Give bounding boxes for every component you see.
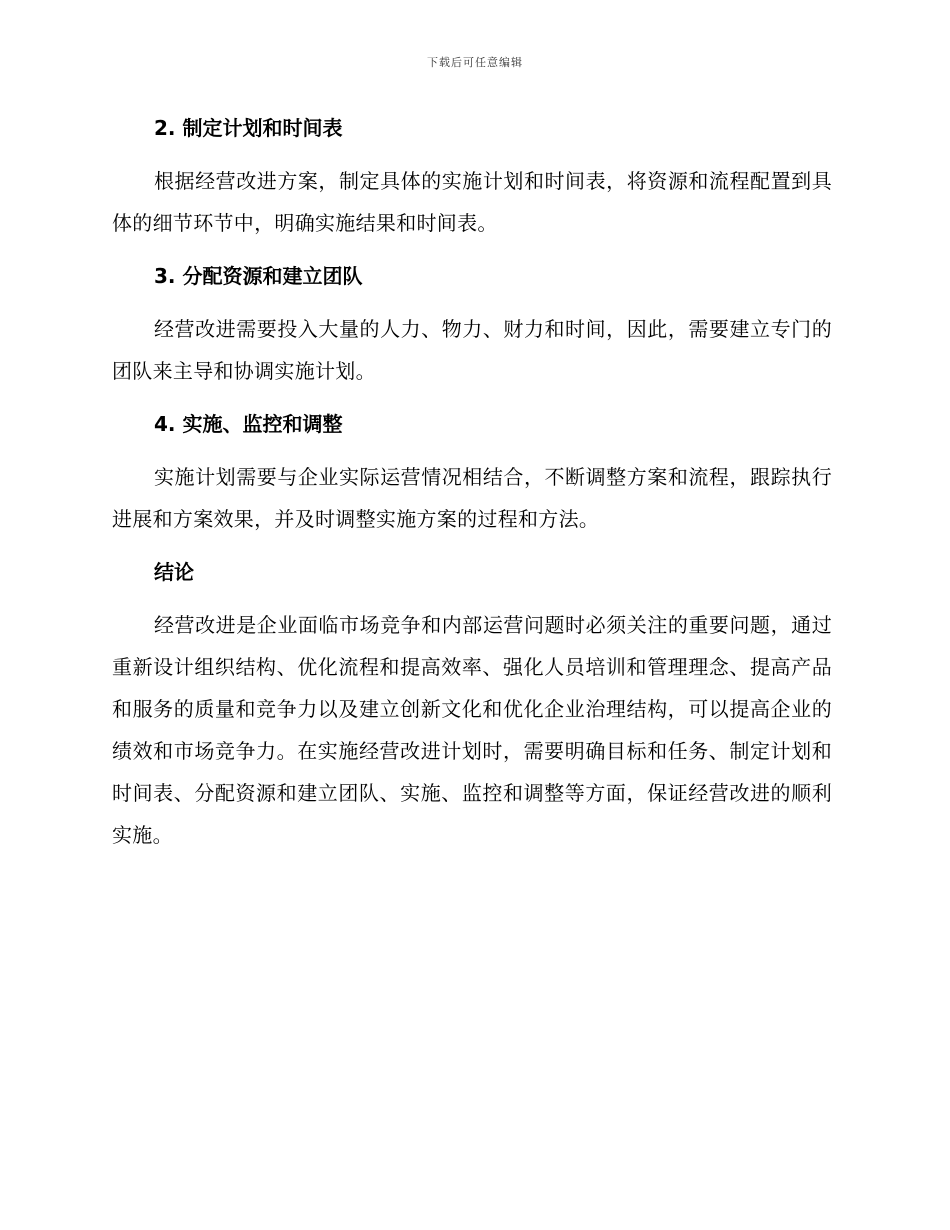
section-paragraph: 实施计划需要与企业实际运营情况相结合，不断调整方案和流程，跟踪执行进展和方案效果，并及时调整实施方案的过程和方法。 [112,465,832,531]
section-heading: 结论 [154,560,194,584]
section-paragraph: 经营改进是企业面临市场竞争和内部运营问题时必须关注的重要问题，通过重新设计组织结构、优化流程和提高效率、强化人员培训和管理理念、提高产品和服务的质量和竞争力以及建立创新文化和优化企业治理结构，可以提高企业的绩效和市场竞争力。在实施经营改进计划时，需要明确目标和任务、制定计划和时间表、分配资源和建立团队、实施、监控和调整等方面，保证经营改进的顺利实施。 [112,613,832,847]
section-conclusion [112,552,832,856]
section-heading: 4. 实施、监控和调整 [154,412,343,436]
section-resources-team [112,256,832,392]
document-body [112,108,832,868]
section-paragraph: 经营改进需要投入大量的人力、物力、财力和时间，因此，需要建立专门的团队来主导和协调实施计划。 [112,317,832,383]
section-implement-monitor [112,404,832,540]
section-heading: 3. 分配资源和建立团队 [154,264,363,288]
header-note: 下载后可任意编辑 [427,56,523,69]
section-paragraph: 根据经营改进方案，制定具体的实施计划和时间表，将资源和流程配置到具体的细节环节中，明确实施结果和时间表。 [112,169,832,235]
section-heading: 2. 制定计划和时间表 [154,116,343,140]
section-plan-timeline [112,108,832,244]
